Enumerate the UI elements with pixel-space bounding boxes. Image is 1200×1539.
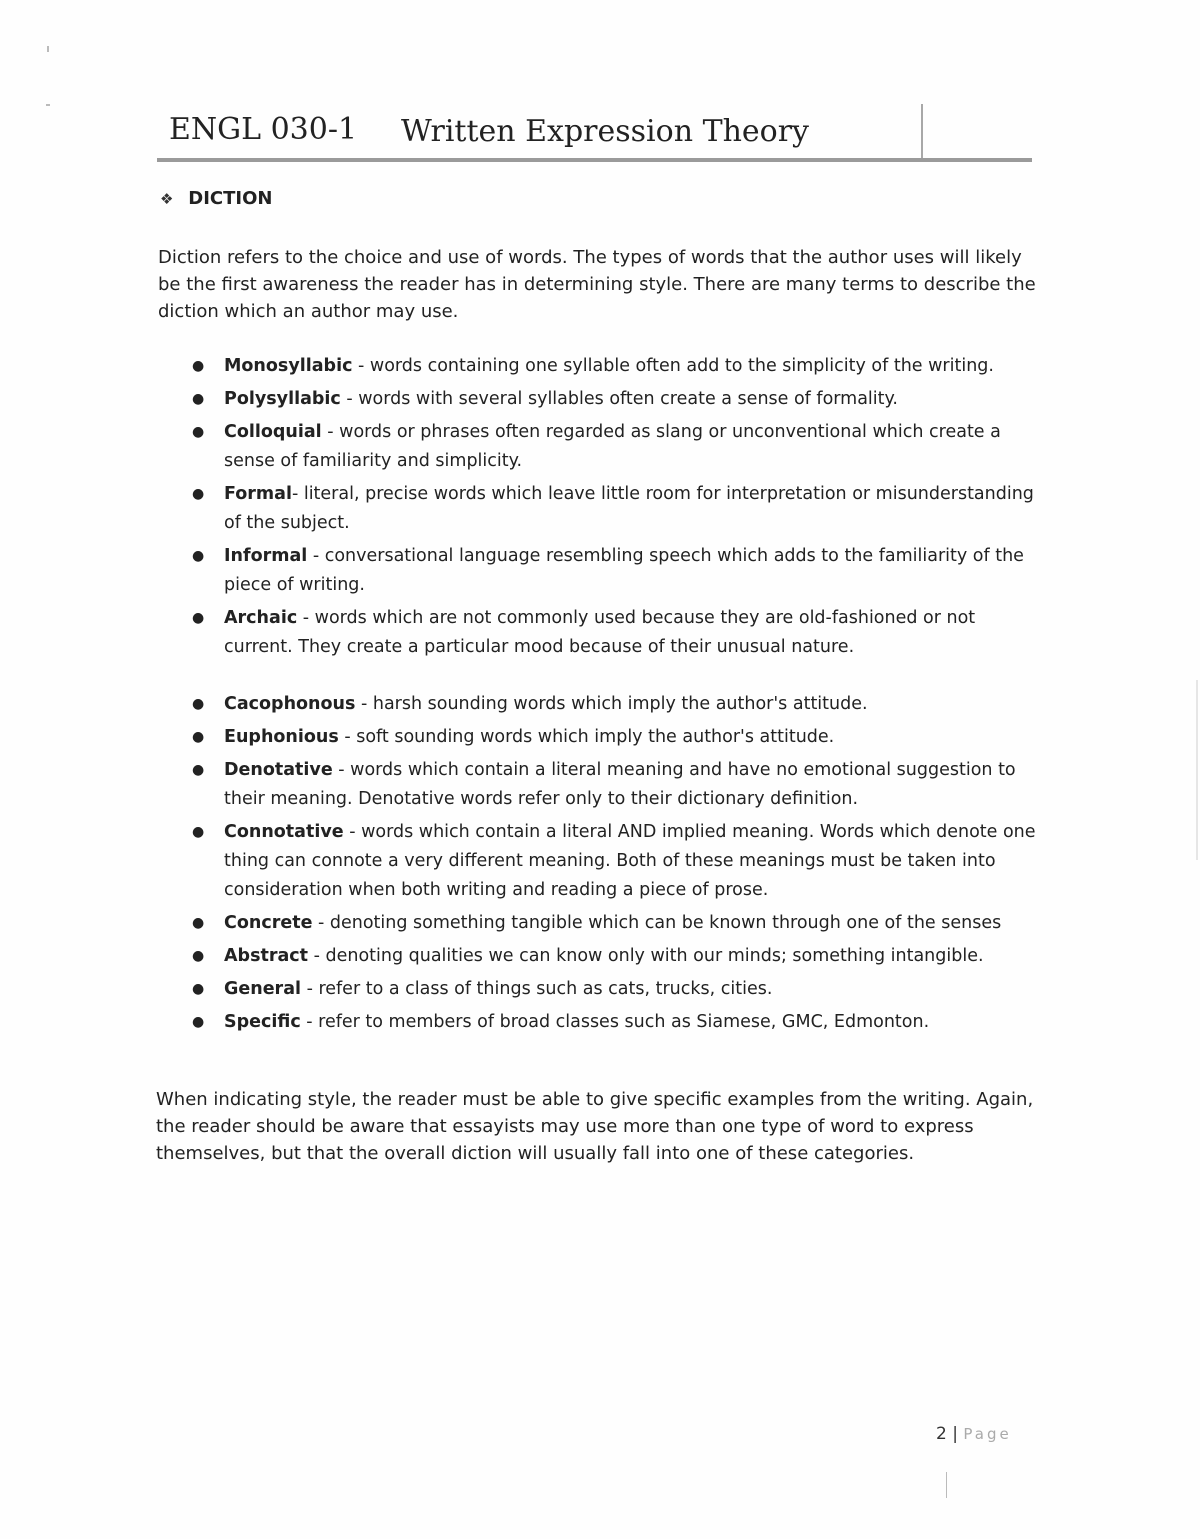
bullet-icon: ● <box>192 948 205 964</box>
bullet-icon: ● <box>192 424 205 440</box>
list-item <box>186 604 1036 662</box>
term-definition: - words with several syllables often create a sense of formality. <box>340 389 898 409</box>
four-diamond-bullet-icon: ❖ <box>160 190 174 208</box>
list-item <box>186 756 1036 814</box>
diction-terms-list <box>186 352 1036 1041</box>
term-label: Formal <box>224 484 292 504</box>
term-label: Denotative <box>224 760 333 780</box>
bullet-icon: ● <box>192 729 205 745</box>
list-item <box>186 1008 1036 1037</box>
term-definition: - words or phrases often regarded as slang or unconventional which create a sense of familiarity and simplicity. <box>224 422 1001 471</box>
term-label: General <box>224 979 301 999</box>
bullet-icon: ● <box>192 610 205 626</box>
term-definition: - literal, precise words which leave little room for interpretation or misunderstanding of the subject. <box>224 484 1034 533</box>
list-item <box>186 480 1036 538</box>
course-code: ENGL 030-1 <box>169 112 358 147</box>
list-item <box>186 418 1036 476</box>
bullet-icon: ● <box>192 548 205 564</box>
scan-artifact <box>1196 680 1198 860</box>
scan-artifact <box>46 104 50 106</box>
section-heading-text: DICTION <box>188 188 273 209</box>
term-label: Concrete <box>224 913 313 933</box>
term-definition: - words which are not commonly used because they are old-fashioned or not current. They create a particular mood because of their unusual nature. <box>224 608 976 657</box>
term-label: Monosyllabic <box>224 356 353 376</box>
header-divider <box>921 104 923 158</box>
list-item <box>186 385 1036 414</box>
term-definition: - denoting qualities we can know only with our minds; something intangible. <box>308 946 984 966</box>
term-label: Abstract <box>224 946 309 966</box>
bullet-icon: ● <box>192 824 205 840</box>
bullet-icon: ● <box>192 1014 205 1030</box>
list-item <box>186 690 1036 719</box>
term-definition: - words which contain a literal meaning and have no emotional suggestion to their meaning. Denotative words refer only to their dictionary definition. <box>224 760 1016 809</box>
footer-separator: | <box>952 1424 958 1444</box>
section-heading <box>160 188 272 209</box>
term-definition: - words which contain a literal AND implied meaning. Words which denote one thing can connote a very different meaning. Both of these meanings must be taken into consideration when both writing and reading a piece of prose. <box>224 822 1036 900</box>
term-label: Cacophonous <box>224 694 356 714</box>
term-definition: - conversational language resembling speech which adds to the familiarity of the piece of writing. <box>224 546 1024 595</box>
term-definition: - refer to members of broad classes such as Siamese, GMC, Edmonton. <box>300 1012 930 1032</box>
bullet-icon: ● <box>192 696 205 712</box>
list-item <box>186 352 1036 381</box>
bullet-icon: ● <box>192 391 205 407</box>
term-label: Specific <box>224 1012 301 1032</box>
term-definition: - denoting something tangible which can be known through one of the senses <box>312 913 1002 933</box>
list-item <box>186 975 1036 1004</box>
list-item <box>186 542 1036 600</box>
page-number: 2 <box>936 1424 947 1444</box>
term-definition: - soft sounding words which imply the author's attitude. <box>338 727 835 747</box>
intro-paragraph: Diction refers to the choice and use of words. The types of words that the author uses will likely be the first awareness the reader has in determining style. There are many terms to describe the diction which an author may use. <box>158 247 1036 322</box>
list-item <box>186 818 1036 905</box>
bullet-icon: ● <box>192 762 205 778</box>
term-definition: - harsh sounding words which imply the author's attitude. <box>355 694 868 714</box>
bullet-icon: ● <box>192 358 205 374</box>
page-footer <box>936 1424 1012 1444</box>
list-item <box>186 909 1036 938</box>
term-label: Informal <box>224 546 308 566</box>
scan-artifact <box>47 46 49 52</box>
term-label: Colloquial <box>224 422 322 442</box>
bullet-icon: ● <box>192 486 205 502</box>
term-label: Polysyllabic <box>224 389 341 409</box>
closing-paragraph: When indicating style, the reader must be able to give specific examples from the writing. Again, the reader should be aware that essayists may use more than one type of word to express themselves, but that the overall diction will usually fall into one of these categories. <box>156 1089 1034 1164</box>
term-label: Connotative <box>224 822 344 842</box>
term-label: Euphonious <box>224 727 339 747</box>
bullet-icon: ● <box>192 915 205 931</box>
list-item <box>186 723 1036 752</box>
course-title: Written Expression Theory <box>401 114 810 149</box>
list-item <box>186 942 1036 971</box>
page-header <box>157 108 1032 164</box>
term-label: Archaic <box>224 608 298 628</box>
scan-artifact <box>946 1472 947 1498</box>
header-rule <box>157 158 1032 162</box>
bullet-icon: ● <box>192 981 205 997</box>
list-spacer <box>186 666 1036 690</box>
page-word: Page <box>963 1425 1012 1443</box>
term-definition: - words containing one syllable often add to the simplicity of the writing. <box>352 356 994 376</box>
term-definition: - refer to a class of things such as cats, trucks, cities. <box>301 979 773 999</box>
